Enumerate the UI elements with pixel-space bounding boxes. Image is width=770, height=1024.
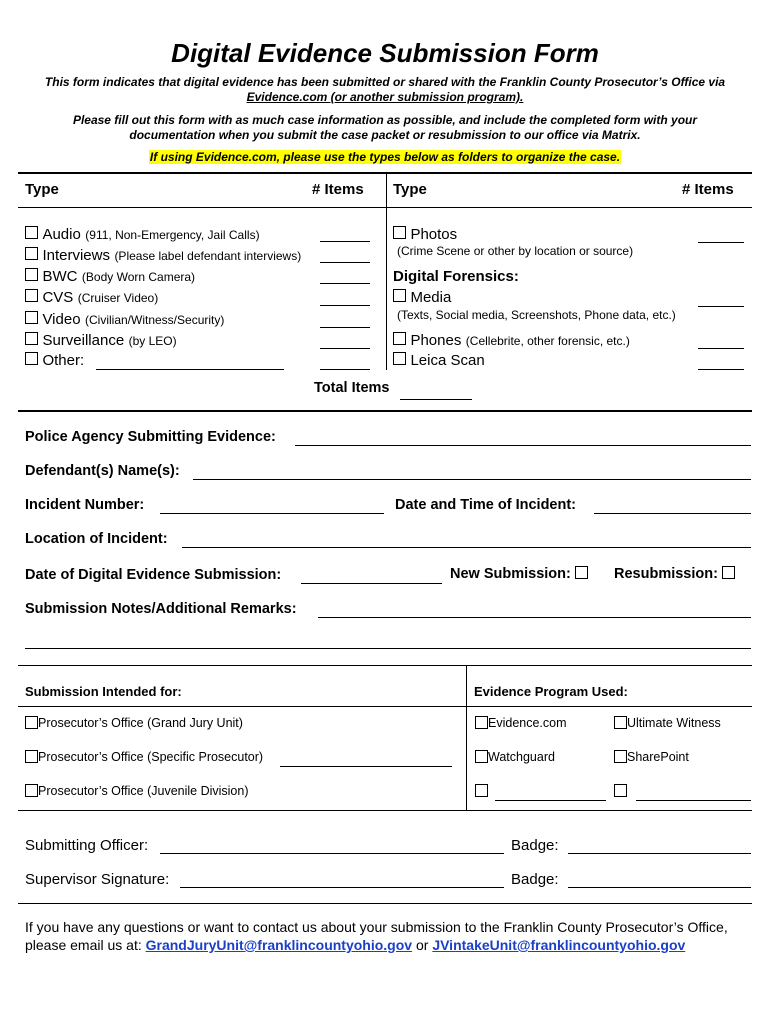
new-submission-option[interactable] <box>450 566 588 582</box>
new-submission-checkbox[interactable] <box>575 566 588 579</box>
type-row-leica[interactable] <box>393 352 485 370</box>
interviews-label: Interviews <box>42 247 110 264</box>
table-center-divider <box>386 172 387 370</box>
surveillance-checkbox[interactable] <box>25 332 38 345</box>
watchguard-label: Watchguard <box>488 750 555 764</box>
intended-heading: Submission Intended for: <box>25 684 182 699</box>
badge-2-input[interactable] <box>568 887 751 888</box>
incident-number-input[interactable] <box>160 513 384 514</box>
phones-count-blank[interactable] <box>698 348 744 349</box>
video-count-blank[interactable] <box>320 327 370 328</box>
resubmission-option[interactable] <box>614 566 735 582</box>
type-row-photos[interactable] <box>393 226 457 244</box>
location-label: Location of Incident: <box>25 531 168 547</box>
media-detail: (Texts, Social media, Screenshots, Phone data, etc.) <box>397 308 676 322</box>
grand-jury-label: Prosecutor’s Office (Grand Jury Unit) <box>38 716 243 730</box>
intro-line-2b: documentation when you submit the case packet or resubmission to our office via Matrix. <box>129 128 641 142</box>
badge-1-input[interactable] <box>568 853 751 854</box>
agency-label: Police Agency Submitting Evidence: <box>25 429 276 445</box>
program-other-1[interactable] <box>475 784 488 802</box>
other-label: Other: <box>42 352 85 369</box>
program-other-2[interactable] <box>614 784 627 802</box>
section-divider <box>466 665 467 810</box>
program-other-1-input[interactable] <box>495 800 606 801</box>
watchguard-checkbox[interactable] <box>475 750 488 763</box>
digital-forensics-heading: Digital Forensics: <box>393 268 519 285</box>
highlight-text: If using Evidence.com, please use the types below as folders to organize the case. <box>149 150 621 164</box>
submission-date-input[interactable] <box>301 583 442 584</box>
audio-count-blank[interactable] <box>320 241 370 242</box>
total-items-label: Total Items <box>314 380 390 396</box>
cvs-count-blank[interactable] <box>320 305 370 306</box>
other-checkbox[interactable] <box>25 352 38 365</box>
juvenile-checkbox[interactable] <box>25 784 38 797</box>
program-evidence-com[interactable] <box>475 716 567 730</box>
col-items-left: # Items <box>312 181 364 198</box>
type-row-phones[interactable] <box>393 332 630 350</box>
defendants-input[interactable] <box>193 479 751 480</box>
bwc-checkbox[interactable] <box>25 268 38 281</box>
video-checkbox[interactable] <box>25 311 38 324</box>
specific-prosecutor-label: Prosecutor’s Office (Specific Prosecutor) <box>38 750 264 764</box>
leica-checkbox[interactable] <box>393 352 406 365</box>
officer-input[interactable] <box>160 853 504 854</box>
incident-datetime-input[interactable] <box>594 513 751 514</box>
notes-label: Submission Notes/Additional Remarks: <box>25 601 297 617</box>
evidence-com-label: Evidence.com <box>488 716 567 730</box>
col-type-right: Type <box>393 181 427 198</box>
col-type-left: Type <box>25 181 59 198</box>
jv-intake-email-link[interactable]: JVintakeUnit@franklincountyohio.gov <box>432 937 686 953</box>
type-row-media[interactable] <box>393 289 451 307</box>
video-label: Video <box>42 311 81 328</box>
evidence-com-text: Evidence.com (or another submission program). <box>246 90 524 104</box>
grand-jury-email-link[interactable]: GrandJuryUnit@franklincountyohio.gov <box>145 937 413 953</box>
surveillance-label: Surveillance <box>42 332 125 349</box>
interviews-detail: (Please label defendant interviews) <box>114 249 302 263</box>
media-label: Media <box>410 289 452 306</box>
cvs-label: CVS <box>42 289 74 306</box>
page-title: Digital Evidence Submission Form <box>171 38 599 68</box>
intro-line-2a: Please fill out this form with as much case information as possible, and include the completed form with your <box>72 113 698 127</box>
intended-specific[interactable] <box>25 750 263 764</box>
photos-label: Photos <box>410 226 458 243</box>
sharepoint-checkbox[interactable] <box>614 750 627 763</box>
type-row-audio[interactable] <box>25 226 260 244</box>
section-rule-3 <box>18 706 752 707</box>
cvs-checkbox[interactable] <box>25 289 38 302</box>
program-heading: Evidence Program Used: <box>474 684 628 699</box>
notes-input-line-2[interactable] <box>25 648 751 649</box>
intro-line-1-link <box>20 90 750 105</box>
photos-detail: (Crime Scene or other by location or source) <box>397 244 634 258</box>
defendants-label: Defendant(s) Name(s): <box>25 463 180 479</box>
photos-checkbox[interactable] <box>393 226 406 239</box>
type-row-bwc[interactable] <box>25 268 195 286</box>
leica-label: Leica Scan <box>410 352 485 369</box>
video-detail: (Civilian/Witness/Security) <box>85 313 225 327</box>
location-input[interactable] <box>182 547 751 548</box>
program-watchguard[interactable] <box>475 750 555 764</box>
bwc-count-blank[interactable] <box>320 283 370 284</box>
program-other-1-checkbox[interactable] <box>475 784 488 797</box>
incident-number-label: Incident Number: <box>25 497 145 513</box>
bwc-detail: (Body Worn Camera) <box>81 270 196 284</box>
cvs-detail: (Cruiser Video) <box>77 291 159 305</box>
leica-count-blank[interactable] <box>698 369 744 370</box>
supervisor-input[interactable] <box>180 887 504 888</box>
type-row-interviews[interactable] <box>25 247 301 265</box>
type-row-video[interactable] <box>25 311 224 329</box>
juvenile-label: Prosecutor’s Office (Juvenile Division) <box>38 784 249 798</box>
ultimate-witness-checkbox[interactable] <box>614 716 627 729</box>
audio-detail: (911, Non-Emergency, Jail Calls) <box>85 228 260 242</box>
specific-prosecutor-checkbox[interactable] <box>25 750 38 763</box>
program-other-2-checkbox[interactable] <box>614 784 627 797</box>
resubmission-checkbox[interactable] <box>722 566 735 579</box>
table-top-rule <box>18 172 752 174</box>
badge-1-label: Badge: <box>511 837 559 854</box>
supervisor-label: Supervisor Signature: <box>25 871 170 888</box>
resubmission-label: Resubmission: <box>614 566 718 582</box>
type-row-other[interactable] <box>25 352 84 370</box>
specific-prosecutor-input[interactable] <box>280 766 452 767</box>
phones-checkbox[interactable] <box>393 332 406 345</box>
badge-2-label: Badge: <box>511 871 559 888</box>
program-sharepoint[interactable] <box>614 750 689 764</box>
sharepoint-label: SharePoint <box>627 750 689 764</box>
surveillance-detail: (by LEO) <box>128 334 177 348</box>
total-items-blank[interactable] <box>400 399 472 400</box>
program-ultimate-witness[interactable] <box>614 716 721 730</box>
section-rule-1 <box>18 410 752 412</box>
section-rule-2 <box>18 665 752 666</box>
intended-grand-jury[interactable] <box>25 716 243 730</box>
media-count-blank[interactable] <box>698 306 744 307</box>
interviews-count-blank[interactable] <box>320 262 370 263</box>
intro-line-1: This form indicates that digital evidence has been submitted or shared with the Franklin County Prosecutor’s Office via <box>44 75 726 89</box>
incident-datetime-label: Date and Time of Incident: <box>395 497 577 513</box>
highlight-note <box>0 150 770 164</box>
type-row-cvs[interactable] <box>25 289 158 307</box>
grand-jury-checkbox[interactable] <box>25 716 38 729</box>
footer-line-1: If you have any questions or want to contact us about your submission to the Franklin County Prosecutor’s Office, <box>25 919 728 935</box>
table-header-rule <box>18 207 752 208</box>
new-submission-label: New Submission: <box>450 566 571 582</box>
photos-count-blank[interactable] <box>698 242 744 243</box>
notes-input-line-1[interactable] <box>318 617 751 618</box>
bwc-label: BWC <box>42 268 78 285</box>
agency-input[interactable] <box>295 445 751 446</box>
footer-prefix: please email us at: <box>25 937 142 953</box>
submission-date-label: Date of Digital Evidence Submission: <box>25 567 282 583</box>
col-items-right: # Items <box>682 181 734 198</box>
audio-checkbox[interactable] <box>25 226 38 239</box>
other-count-blank[interactable] <box>320 369 370 370</box>
interviews-checkbox[interactable] <box>25 247 38 260</box>
footer <box>25 918 755 954</box>
ultimate-witness-label: Ultimate Witness <box>627 716 721 730</box>
other-specify-blank[interactable] <box>96 369 284 370</box>
program-other-2-input[interactable] <box>636 800 751 801</box>
type-row-surveillance[interactable] <box>25 332 177 350</box>
footer-line-2 <box>25 936 755 954</box>
section-rule-4 <box>18 810 752 811</box>
phones-detail: (Cellebrite, other forensic, etc.) <box>465 334 630 348</box>
officer-label: Submitting Officer: <box>25 837 149 854</box>
surveillance-count-blank[interactable] <box>320 348 370 349</box>
audio-label: Audio <box>42 226 81 243</box>
evidence-com-checkbox[interactable] <box>475 716 488 729</box>
media-checkbox[interactable] <box>393 289 406 302</box>
footer-or: or <box>415 937 429 953</box>
intended-juvenile[interactable] <box>25 784 249 798</box>
section-rule-5 <box>18 903 752 904</box>
phones-label: Phones <box>410 332 462 349</box>
